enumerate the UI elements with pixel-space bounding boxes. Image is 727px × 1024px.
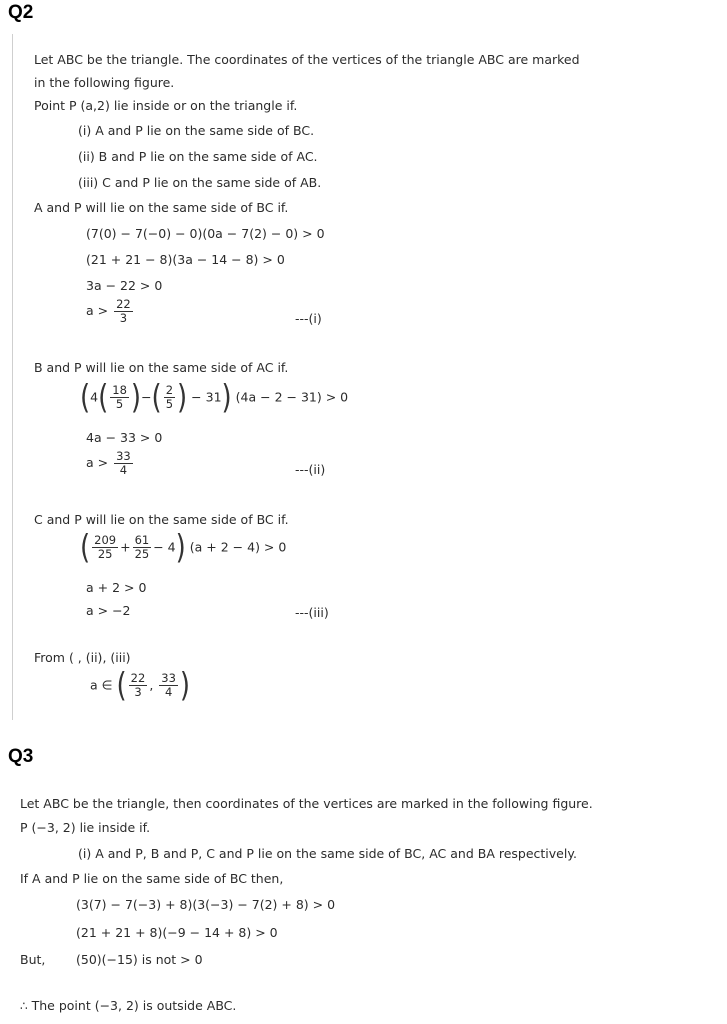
q3-but-expression: (50)(−15) is not > 0: [76, 952, 203, 967]
q2-side-a-heading: A and P will lie on the same side of BC if.: [34, 200, 289, 215]
q2-eq-b1-mid: −: [141, 389, 152, 405]
q2-eq-b1: (4( $\frac{18}{5}$ )−( $\frac{2}{5}$ ) − 31) (4a − 2 − 31) > 0: [80, 378, 349, 417]
q2-eq-c3: a > −2: [86, 603, 131, 618]
q2-eq-b1-d2: 5: [165, 397, 174, 411]
q2-eq-c1-d2: 25: [134, 547, 150, 561]
q2-ineq-b: [86, 450, 135, 477]
q2-eq-a3: 3a − 22 > 0: [86, 278, 163, 293]
q2-intro-line2: in the following figure.: [34, 75, 175, 90]
q3-conclusion-line: [20, 998, 236, 1014]
q2-eq-c1-d1: 25: [97, 547, 113, 561]
q3-condition: (i) A and P, B and P, C and P lie on the same side of BC, AC and BA respectively.: [78, 846, 577, 861]
q2-result-n1: 22: [130, 671, 146, 685]
q2-ineq-b-den: 4: [119, 463, 128, 477]
q2-result-lhs: a ∈: [90, 677, 113, 693]
q2-eq-c2: a + 2 > 0: [86, 580, 147, 595]
q2-eq-b2: 4a − 33 > 0: [86, 430, 163, 445]
q2-ineq-a-num: 22: [116, 297, 131, 311]
q3-conclusion: The point (−3, 2) is outside ABC.: [31, 998, 237, 1013]
q2-eq-c1-n1: 209: [94, 533, 117, 547]
q2-tag-1: ---(i): [295, 311, 322, 326]
q2-eq-b1-rest: − 31: [191, 389, 222, 405]
q3-eq-2: (21 + 21 + 8)(−9 − 14 + 8) > 0: [76, 925, 278, 940]
q2-eq-c1: ( $\frac{209}{25}$ + $\frac{61}{25}$ − 4) (a + 2 − 4) > 0: [80, 528, 287, 567]
q2-eq-b1-tail: (4a − 2 − 31) > 0: [235, 389, 349, 405]
q2-eq-c1-n2: 61: [134, 533, 150, 547]
q2-result-n2: 33: [161, 671, 176, 685]
q2-condition-2: (ii) B and P lie on the same side of AC.: [78, 149, 318, 164]
q2-eq-c1-plus: +: [120, 539, 131, 555]
q2-result-d2: 4: [164, 685, 173, 699]
q2-intro-line1: Let ABC be the triangle. The coordinates of the vertices of the triangle ABC are marked: [34, 52, 580, 67]
q3-heading: Q3: [8, 746, 34, 767]
q2-ineq-a-den: 3: [119, 311, 128, 325]
q2-ineq-a-fraction: [114, 298, 133, 325]
q2-ineq-a-lhs: a >: [86, 303, 109, 318]
q2-eq-b1-n2: 2: [165, 383, 174, 397]
q2-eq-b1-n1: 18: [112, 383, 127, 397]
q3-point-line: P (−3, 2) lie inside if.: [20, 820, 151, 835]
q3-but-label: But,: [20, 952, 46, 967]
q2-eq-b1-a: 4: [90, 389, 99, 405]
q2-result: a ∈ ( $\frac{22}{3}$ , $\frac{33}{4}$ ): [90, 666, 191, 705]
q2-eq-c1-tail: (a + 2 − 4) > 0: [189, 539, 287, 555]
q2-eq-c1-rest: − 4: [153, 539, 176, 555]
q2-ineq-b-num: 33: [116, 449, 131, 463]
q2-eq-a2: (21 + 21 − 8)(3a − 14 − 8) > 0: [86, 252, 285, 267]
q2-ineq-b-lhs: a >: [86, 455, 109, 470]
q2-tag-2: ---(ii): [295, 462, 326, 477]
q2-eq-b1-d1: 5: [115, 397, 124, 411]
q3-intro-line: Let ABC be the triangle, then coordinates of the vertices are marked in the following figure.: [20, 796, 593, 811]
q2-condition-1: (i) A and P lie on the same side of BC.: [78, 123, 315, 138]
q2-eq-a1: (7(0) − 7(−0) − 0)(0a − 7(2) − 0) > 0: [86, 226, 325, 241]
q3-eq-1: (3(7) − 7(−3) + 8)(3(−3) − 7(2) + 8) > 0: [76, 897, 336, 912]
q2-point-line: Point P (a,2) lie inside or on the triangle if.: [34, 98, 298, 113]
q2-result-d1: 3: [134, 685, 142, 699]
q2-condition-3: (iii) C and P lie on the same side of AB.: [78, 175, 322, 190]
q2-ineq-b-fraction: [114, 450, 133, 477]
q2-tag-3: ---(iii): [295, 605, 329, 620]
q2-result-comma: ,: [149, 677, 154, 693]
q2-side-b-heading: B and P will lie on the same side of AC if.: [34, 360, 289, 375]
q3-if-line: If A and P lie on the same side of BC then,: [20, 871, 284, 886]
therefore-icon: ∴: [20, 999, 28, 1013]
q2-from-line: From ( , (ii), (iii): [34, 650, 131, 665]
q2-side-c-heading: C and P will lie on the same side of BC if.: [34, 512, 289, 527]
q2-solution-panel: [12, 34, 13, 720]
q2-ineq-a: [86, 298, 135, 325]
q2-heading: Q2: [8, 2, 34, 23]
